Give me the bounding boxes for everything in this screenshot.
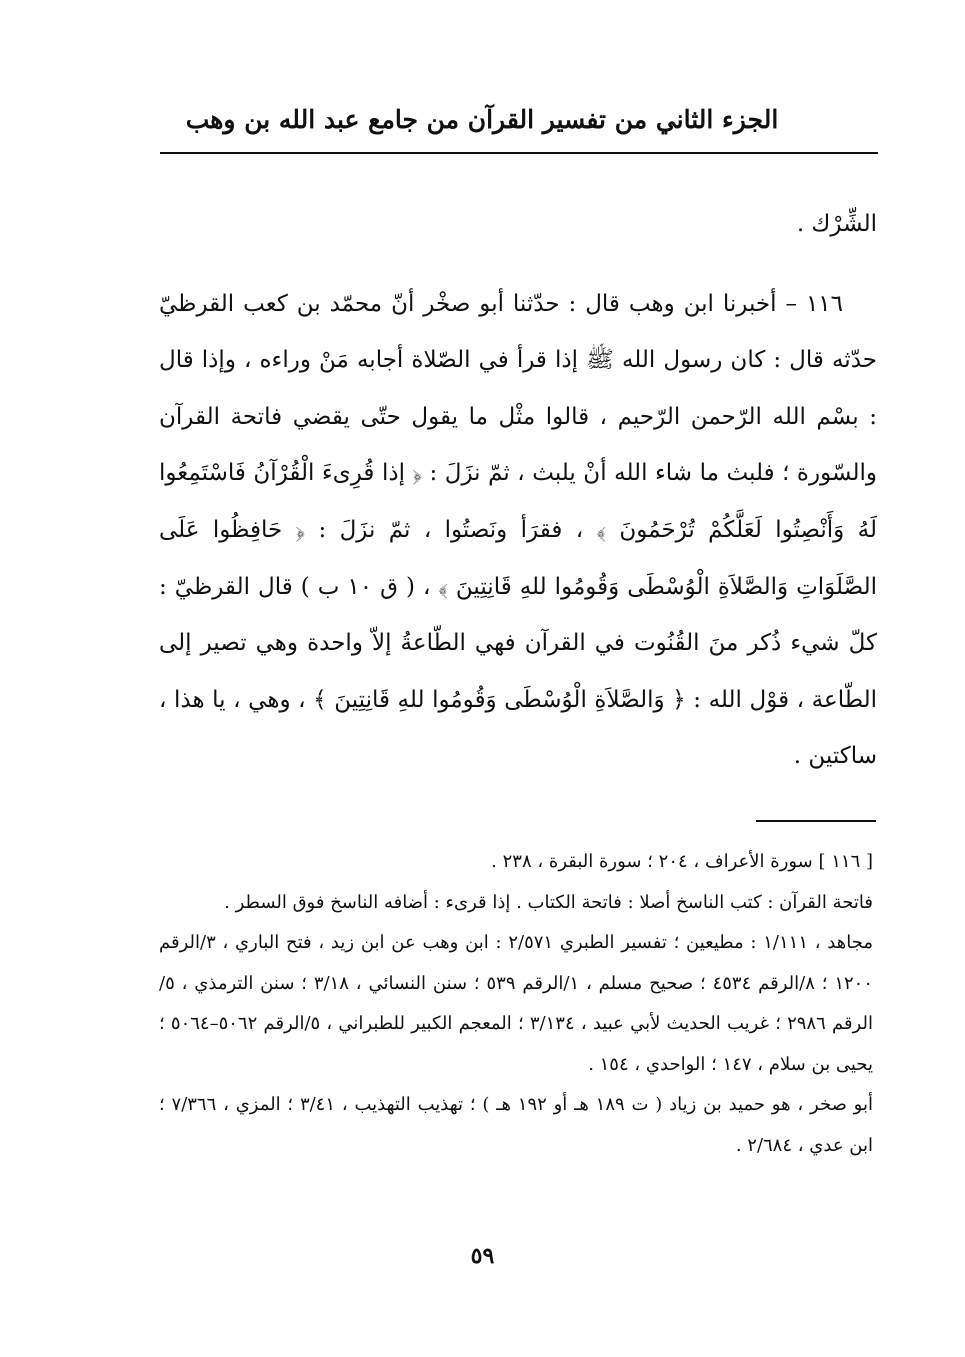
continuation-line: الشِّرْك . [796, 211, 877, 237]
running-header: الجزء الثاني من تفسير القرآن من جامع عبد الله بن وهب [185, 105, 779, 134]
hadith-paragraph: ١١٦ – أخبرنا ابن وهب قال : حدّثنا أبو صخْر أنّ محمّد بن كعب القرظيّ حدّثه قال : كان رسول الله ﷺ إذا قرأ في الصّلاة أجابه مَنْ وراءه ، وإذا قال : بسْم الله الرّحمن الرّحيم ، قالوا مثْل ما يقول حتّى يقضي فاتحة القرآن والسّورة ؛ فلبث ما شاء الله أنْ يلبث ، ثمّ نزَلَ : ﴿ إذا قُرِىءَ الْقُرْآنُ فَاسْتَمِعُوا لَهُ وَأَنْصِتُوا لَعَلَّكُمْ تُرْحَمُونَ ﴾ ، فقرَأ ونَصتُوا ، ثمّ نزَلَ : ﴿ حَافِظُوا عَلَى الصَّلَوَاتِ وَالصَّلاَةِ الْوُسْطَى وَقُومُوا للهِ قَانِتِينَ ﴾ ، ( ق ١٠ ب ) قال القرظيّ : كلّ شيء ذُكر منَ القُنُوت في القرآن فهي الطّاعةُ إلاّ واحدة وهي تصير إلى الطّاعة ، قوْل الله : ﴿ وَالصَّلاَةِ الْوُسْطَى وَقُومُوا للهِ قَانِتِينَ ﴾ ، وهي ، يا هذا ، ساكتين . [159, 290, 878, 770]
page-number: ٥٩ [470, 1243, 495, 1269]
footnote-line: أبو صخر ، هو حميد بن زياد ( ت ١٨٩ هـ أو ١٩٢ هـ ) ؛ تهذيب التهذيب ، ٣/٤١ ؛ المزي ، ٧/٣٦٦ ؛ ابن عدي ، ٢/٦٨٤ . [159, 1094, 873, 1156]
main-text [159, 196, 877, 785]
footnote-line: فاتحة القرآن : كتب الناسخ أصلا : فاتحة الكتاب . إذا قرىء : أضافه الناسخ فوق السطر . [224, 891, 873, 913]
footnote-line: مجاهد ، ١/١١١ : مطيعين ؛ تفسير الطبري ٢/٥٧١ : ابن وهب عن ابن زيد ، فتح الباري ، ٣/الرقم ١٢٠٠ ؛ ٨/الرقم ٤٥٣٤ ؛ صحيح مسلم ، ١/الرقم ٥٣٩ ؛ سنن النسائي ، ٣/١٨ ؛ سنن الترمذي ، ٥/الرقم ٢٩٨٦ ؛ غريب الحديث لأبي عبيد ، ٣/١٣٤ ؛ المعجم الكبير للطبراني ، ٥/الرقم ٥٠٦٢–٥٠٦٤ ؛ يحيى بن سلام ، ١٤٧ ؛ الواحدي ، ١٥٤ . [159, 932, 874, 1075]
header-rule [160, 152, 878, 154]
footnote-rule [756, 820, 876, 822]
footnotes [159, 842, 873, 1166]
footnote-line: [ ١١٦ ] سورة الأعراف ، ٢٠٤ ؛ سورة البقرة ، ٢٣٨ . [491, 851, 873, 872]
